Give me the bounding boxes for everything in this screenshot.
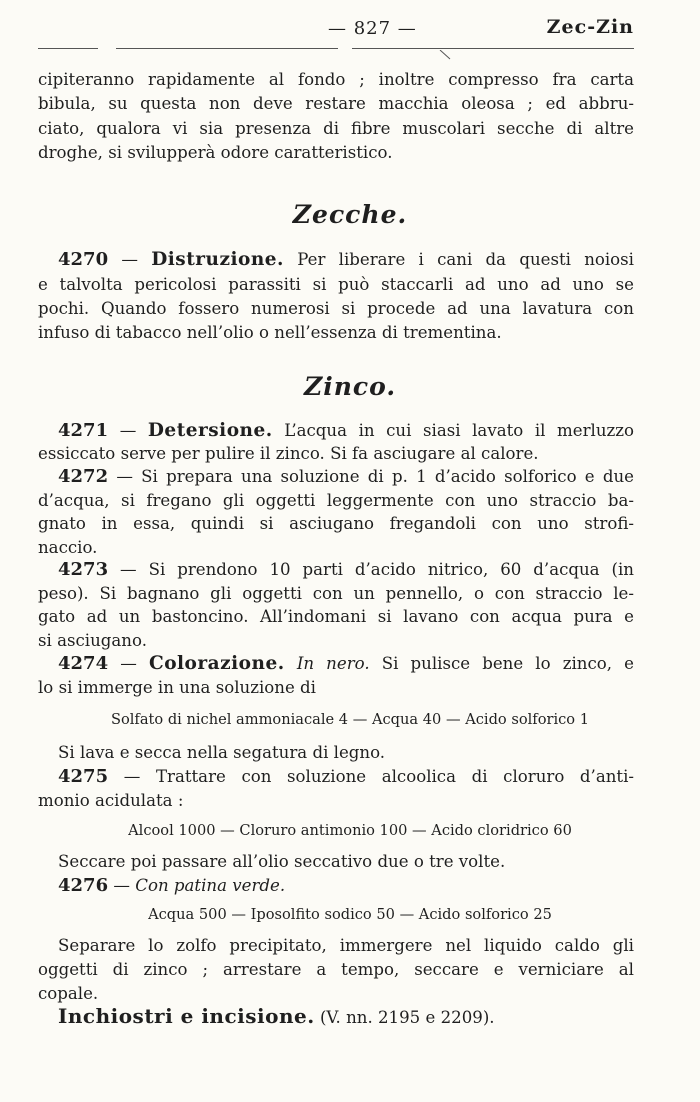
page-number: — 827 — [328, 18, 417, 39]
paragraph-line: si asciugano. [38, 631, 147, 650]
rule-gap [98, 44, 116, 52]
entry-number: 4271 [58, 420, 109, 441]
paragraph-line: e talvolta pericolosi parassiti si può staccarli ad uno ad uno se [38, 275, 634, 294]
entry-text: — Si prepara una soluzione di p. 1 d’acido solforico e due [108, 467, 634, 486]
header-rule [38, 48, 634, 49]
entry-dash: — [108, 250, 152, 269]
paragraph-line: oggetti di zinco ; arrestare a tempo, seccare e verniciare al [38, 960, 634, 979]
entry-text: — Trattare con soluzione alcoolica di cloruro d’anti- [108, 767, 634, 786]
paragraph-line: Seccare poi passare all’olio seccativo due o tre volte. [58, 852, 506, 871]
crossref-keyword: Inchiostri e incisione. [58, 1004, 315, 1028]
entry-4272-line [58, 465, 634, 489]
entry-text: — Si prendono 10 parti d’acido nitrico, 60 d’acqua (in [108, 560, 634, 579]
paragraph-line: essiccato serve per pulire il zinco. Si fa asciugare al calore. [38, 444, 539, 463]
entry-number: 4276 [58, 875, 109, 896]
entry-4274-line [58, 652, 634, 676]
paragraph-line: infuso di tabacco nell’olio o nell’essenza di trementina. [38, 323, 502, 342]
entry-4273-line [58, 558, 634, 582]
formula-line: Acqua 500 — Iposolfito sodico 50 — Acido solforico 25 [148, 906, 552, 923]
paragraph-line: monio acidulata : [38, 791, 184, 810]
paragraph-line: bibula, su questa non deve restare macchia oleosa ; ed abbru- [38, 94, 634, 113]
entry-number: 4273 [58, 559, 109, 580]
entry-4276-line [58, 874, 654, 898]
entry-keyword: Detersione. [147, 420, 273, 441]
paragraph-line: pochi. Quando fossero numerosi si procede ad una lavatura con [38, 299, 634, 318]
entry-dash: — [108, 876, 136, 895]
entry-dash: — [108, 421, 148, 440]
crossref-text: (V. nn. 2195 e 2209). [314, 1008, 495, 1027]
paragraph-line: cipiteranno rapidamente al fondo ; inoltre compresso fra carta [38, 70, 634, 89]
paragraph-line: lo si immerge in una soluzione di [38, 678, 316, 697]
paragraph-line: gnato in essa, quindi si asciugano fregandoli con uno strofi- [38, 514, 634, 533]
paragraph-line: naccio. [38, 538, 98, 557]
formula-line: Alcool 1000 — Cloruro antimonio 100 — Acido cloridrico 60 [128, 822, 572, 839]
entry-number: 4270 [58, 249, 109, 270]
entry-subtitle: Con patina verde. [135, 876, 286, 895]
paragraph-line: Separare lo zolfo precipitato, immergere nel liquido caldo gli [58, 936, 634, 955]
paragraph-line: d’acqua, si fregano gli oggetti leggermente con uno straccio ba- [38, 491, 634, 510]
entry-4270-line [58, 248, 634, 272]
paragraph-line: peso). Si bagnano gli oggetti con un pennello, o con straccio le- [38, 584, 634, 603]
rule-mark [438, 50, 458, 60]
entry-text: Per liberare i cani da questi noiosi [283, 250, 634, 269]
page-header [38, 14, 634, 44]
paragraph-line: ciato, qualora vi sia presenza di fibre muscolari secche di altre [38, 119, 634, 138]
entry-number: 4274 [58, 653, 109, 674]
paragraph-line: droghe, si svilupperà odore caratteristico. [38, 143, 393, 162]
section-heading-zecche: Zecche. [292, 200, 408, 229]
entry-subtitle: In nero. [296, 654, 370, 673]
paragraph-line: Si lava e secca nella segatura di legno. [58, 743, 386, 762]
entry-keyword: Colorazione. [148, 653, 285, 674]
entry-keyword: Distruzione. [151, 249, 284, 270]
cross-reference [58, 1004, 654, 1030]
entry-text: Si pulisce bene lo zinco, e [369, 654, 634, 673]
paragraph-line: gato ad un bastoncino. All’indomani si lavano con acqua pura e [38, 607, 634, 626]
entry-4275-line [58, 765, 634, 789]
entry-text: L’acqua in cui siasi lavato il merluzzo [272, 421, 634, 440]
entry-dash: — [108, 654, 149, 673]
paragraph-line: copale. [38, 984, 99, 1003]
entry-number: 4275 [58, 766, 109, 787]
entry-number: 4272 [58, 466, 109, 487]
rule-gap [338, 44, 352, 52]
formula-line: Solfato di nichel ammoniacale 4 — Acqua 40 — Acido solforico 1 [110, 711, 590, 728]
running-head: Zec-Zin [546, 16, 634, 38]
entry-4271-line [58, 419, 634, 443]
section-heading-zinco: Zinco. [303, 372, 397, 401]
